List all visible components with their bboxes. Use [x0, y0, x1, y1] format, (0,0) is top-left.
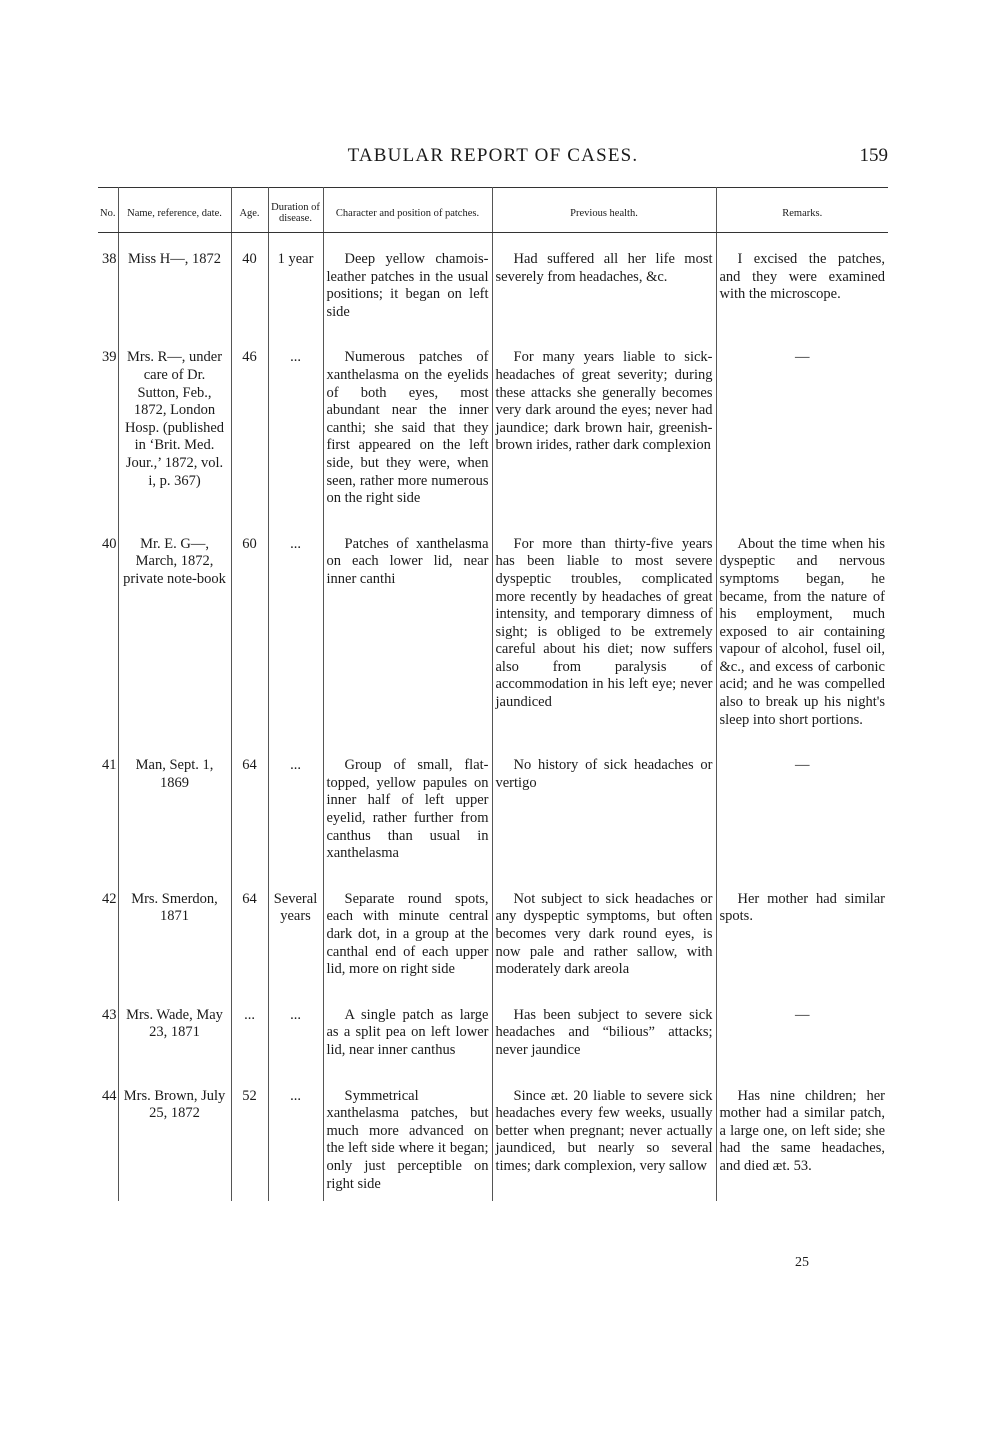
case-name: Mrs. R—, under care of Dr. Sutton, Feb., 1872, London Hosp. (published in ‘Brit. Med. Jour.,’ 1872, vol. i, p. 367) [118, 349, 231, 535]
table-row [98, 536, 888, 758]
case-name: Miss H—, 1872 [118, 233, 231, 350]
case-name: Mrs. Wade, May 23, 1871 [118, 1007, 231, 1088]
case-remarks: About the time when his dyspeptic and nervous symptoms began, he became, from the nature of his employment, much exposed to air containing vapour of alcohol, fusel oil, &c., and excess of carbonic acid; and he was compelled also to break up his night's sleep into short portions. [719, 535, 885, 728]
case-duration: ... [268, 757, 323, 891]
case-name: Mrs. Brown, July 25, 1872 [118, 1088, 231, 1202]
table-row [98, 757, 888, 891]
col-header-previous: Previous health. [492, 188, 716, 233]
case-previous-health: Since æt. 20 liable to severe sick headaches every few weeks, usually better when pregnant; never actually jaundiced, but nearly so several times; dark complexion, very sallow [492, 1088, 716, 1202]
case-previous-health: For many years liable to sick-headaches of great severity; during these attacks she generally becomes very dark around the eyes; never had jaundice; dark brown hair, greenish-brown irides, rather dark complexion [492, 349, 716, 535]
case-age: 46 [231, 349, 268, 535]
case-previous-health: Had suffered all her life most severely from headaches, &c. [492, 233, 716, 350]
case-remarks: — [795, 1006, 810, 1023]
case-character: Patches of xanthelasma on each lower lid, near inner canthi [323, 536, 492, 758]
case-remarks: I excised the patches, and they were examined with the microscope. [719, 251, 885, 303]
case-previous-health: No history of sick headaches or vertigo [492, 757, 716, 891]
case-character: Symmetrical xanthelasma patches, but much more advanced on the left side where it began; only just perceptible on right side [323, 1088, 492, 1202]
col-header-no: No. [98, 188, 118, 233]
case-duration: ... [268, 349, 323, 535]
case-duration: 1 year [268, 233, 323, 350]
case-number: 44 [98, 1088, 118, 1202]
case-number: 43 [98, 1007, 118, 1088]
case-number: 40 [98, 536, 118, 758]
case-table-container [98, 187, 888, 1201]
col-header-name: Name, reference, date. [118, 188, 231, 233]
case-character: Separate round spots, each with minute central dark dot, in a group at the canthal end of each upper lid, more on right side [323, 891, 492, 1007]
case-age: 40 [231, 233, 268, 350]
table-row [98, 1007, 888, 1088]
page-number: 159 [859, 145, 888, 166]
case-duration: ... [268, 1088, 323, 1202]
case-remarks: — [795, 349, 810, 366]
case-character: A single patch as large as a split pea on left lower lid, near inner canthus [323, 1007, 492, 1088]
case-name: Mrs. Smerdon, 1871 [118, 891, 231, 1007]
case-name: Mr. E. G—, March, 1872, private note-book [118, 536, 231, 758]
col-header-character: Character and position of patches. [323, 188, 492, 233]
case-age: 60 [231, 536, 268, 758]
table-row [98, 1088, 888, 1202]
case-age: 52 [231, 1088, 268, 1202]
case-number: 41 [98, 757, 118, 891]
case-remarks: Her mother had similar spots. [719, 890, 885, 925]
case-age: 64 [231, 757, 268, 891]
page-header [98, 145, 888, 167]
case-remarks: Has nine children; her mother had a similar patch, a large one, on left side; she had the same headaches, and died æt. 53. [719, 1087, 885, 1174]
case-character: Numerous patches of xanthelasma on the eyelids of both eyes, most abundant near the inner canthi; she said that they first appeared on the left side, but they were, when seen, rather more numerous on the right side [323, 349, 492, 535]
case-duration: Several years [268, 891, 323, 1007]
table-row [98, 349, 888, 535]
col-header-age: Age. [231, 188, 268, 233]
table-header-row [98, 188, 888, 233]
case-number: 39 [98, 349, 118, 535]
table-row [98, 891, 888, 1007]
col-header-remarks: Remarks. [716, 188, 888, 233]
case-previous-health: Has been subject to severe sick headaches and “bilious” attacks; never jaundice [492, 1007, 716, 1088]
case-duration: ... [268, 536, 323, 758]
signature-mark: 25 [795, 1255, 809, 1270]
case-name: Man, Sept. 1, 1869 [118, 757, 231, 891]
case-character: Deep yellow chamois-leather patches in the usual positions; it began on left side [323, 233, 492, 350]
case-duration: ... [268, 1007, 323, 1088]
case-character: Group of small, flat-topped, yellow papules on inner half of left upper eyelid, rather further from canthus than usual in xanthelasma [323, 757, 492, 891]
case-previous-health: Not subject to sick headaches or any dyspeptic symptoms, but often becomes very dark round eyes, is now pale and rather sallow, with moderately dark areola [492, 891, 716, 1007]
case-remarks: — [795, 757, 810, 774]
page-title: TABULAR REPORT OF CASES. [347, 145, 639, 166]
table-row [98, 233, 888, 350]
col-header-duration: Duration of disease. [268, 188, 323, 233]
case-number: 38 [98, 233, 118, 350]
case-number: 42 [98, 891, 118, 1007]
case-previous-health: For more than thirty-five years has been liable to most severe dyspeptic troubles, complicated more recently by headaches of great intensity, and temporary dimness of sight; is obliged to be extremely careful about his diet; now suffers also from paralysis of accommodation in his left eye; never jaundiced [492, 536, 716, 758]
case-age: ... [231, 1007, 268, 1088]
case-age: 64 [231, 891, 268, 1007]
case-table [98, 187, 888, 1201]
